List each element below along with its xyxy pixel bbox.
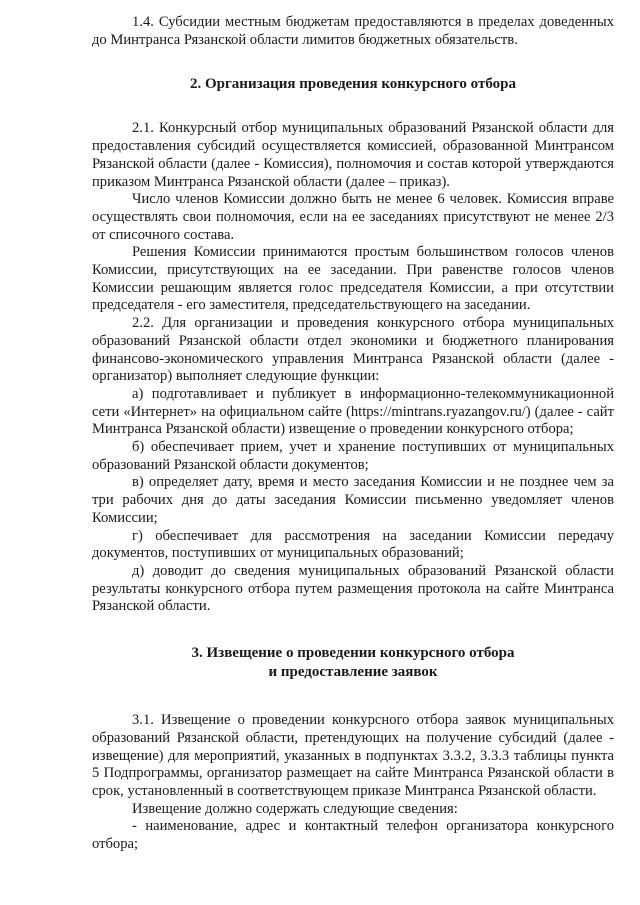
list-item-g: г) обеспечивает для рассмотрения на заседании Комиссии передачу документов, поступивших от муниципальных образований; xyxy=(92,527,614,562)
section-2-heading-text: 2. Организация проведения конкурсного отбора xyxy=(189,76,516,93)
spacer xyxy=(92,616,614,644)
paragraph-3-1: 3.1. Извещение о проведении конкурсного отбора заявок муниципальных образований Рязанской области, претендующих на получение субсидий (далее - извещение) для мероприятий, указанных в подпунктах 3.3.2, 3.3.3 таблицы пункта 5 Подпрограммы, организатор размещает на сайте Минтранса Рязанской области в срок, установленный в соответствующем приказе Минтранса Рязанской области. xyxy=(92,712,614,799)
section-2-heading xyxy=(92,75,614,94)
paragraph-2-2: 2.2. Для организации и проведения конкурсного отбора муниципальных образований Рязанской области отдел экономики и бюджетного планирования финансово-экономического управления Минтранса Рязанской области (далее - организатор) выполняет следующие функции: xyxy=(92,315,614,385)
list-item-d: д) доводит до сведения муниципальных образований Рязанской области результаты конкурсного отбора путем размещения протокола на сайте Минтранса Рязанской области. xyxy=(92,562,614,615)
section-3-heading-line-1: 3. Извещение о проведении конкурсного отбора xyxy=(191,645,515,662)
spacer xyxy=(92,49,614,75)
paragraph-notice-contents: Извещение должно содержать следующие сведения: xyxy=(132,800,458,817)
spacer xyxy=(92,682,614,712)
list-item-organizer-info: - наименование, адрес и контактный телефон организатора конкурсного отбора; xyxy=(92,818,614,853)
paragraph-commission-decisions: Решения Комиссии принимаются простым большинством голосов членов Комиссии, присутствующих на ее заседании. При равенстве голосов членов Комиссии решающим является голос председателя Комиссии, а при отсутствии председателя - его заместителя, председательствующего на заседании. xyxy=(92,244,614,314)
spacer xyxy=(92,94,614,120)
paragraph-1-4: 1.4. Субсидии местным бюджетам предоставляются в пределах доведенных до Минтранса Рязанской области лимитов бюджетных обязательств. xyxy=(92,14,614,48)
document-page xyxy=(92,14,614,854)
paragraph-2-1: 2.1. Конкурсный отбор муниципальных образований Рязанской области для предоставления субсидий осуществляется комиссией, образованной Минтрансом Рязанской области (далее - Комиссия), полномочия и состав которой утверждаются приказом Минтранса Рязанской области (далее – приказ). xyxy=(92,120,614,190)
list-item-b: б) обеспечивает прием, учет и хранение поступивших от муниципальных образований Рязанской области документов; xyxy=(92,439,614,473)
list-item-v: в) определяет дату, время и место заседания Комиссии и не позднее чем за три рабочих дня до даты заседания Комиссии письменно уведомляет членов Комиссии; xyxy=(92,474,614,526)
section-3-heading-line-2: и предоставление заявок xyxy=(268,664,438,681)
paragraph-commission-size: Число членов Комиссии должно быть не менее 6 человек. Комиссия вправе осуществлять свои полномочия, если на ее заседаниях присутствуют не менее 2/3 от списочного состава. xyxy=(92,191,614,243)
list-item-a: а) подготавливает и публикует в информационно-телекоммуникационной сети «Интернет» на официальном сайте (https://mintrans.ryazangov.ru/) (далее - сайт Минтранса Рязанской области) извещение о проведении конкурсного отбора; xyxy=(92,385,614,438)
section-3-heading xyxy=(92,644,614,682)
